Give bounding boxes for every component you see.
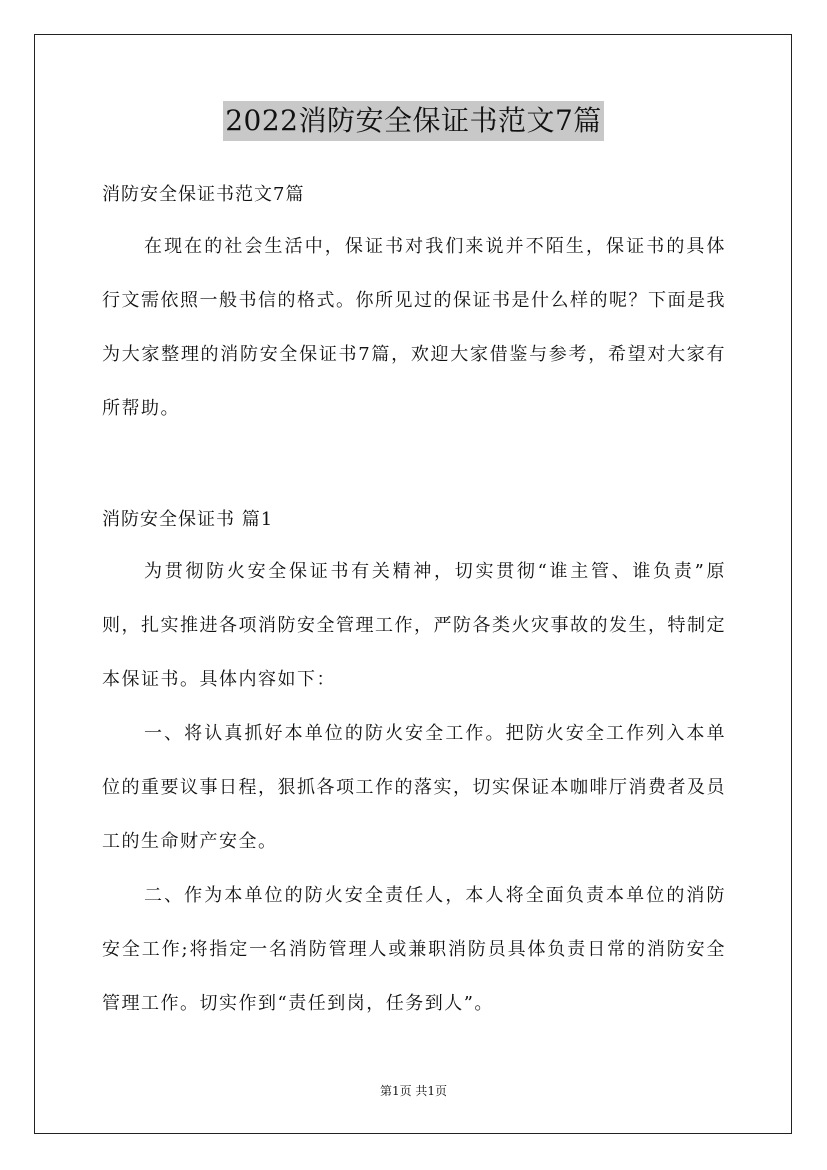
document-subtitle: 消防安全保证书范文7篇 xyxy=(102,184,305,205)
page-footer xyxy=(0,1083,827,1099)
section-paragraph: 为贯彻防火安全保证书有关精神，切实贯彻“谁主管、谁负责”原则，扎实推进各项消防安全管理工作，严防各类火灾事故的发生，特制定本保证书。具体内容如下： xyxy=(102,561,726,690)
section-paragraph: 二、作为本单位的防火安全责任人，本人将全面负责本单位的消防安全工作;将指定一名消防管理人或兼职消防员具体负责日常的消防安全管理工作。切实作到“责任到岗，任务到人”。 xyxy=(102,885,726,1014)
intro-block xyxy=(102,220,726,436)
intro-paragraph: 在现在的社会生活中，保证书对我们来说并不陌生，保证书的具体行文需依照一般书信的格式。你所见过的保证书是什么样的呢？下面是我为大家整理的消防安全保证书7篇，欢迎大家借鉴与参考，希望对大家有所帮助。 xyxy=(102,236,726,419)
document-title: 2022消防安全保证书范文7篇 xyxy=(223,101,604,141)
section-paragraph: 一、将认真抓好本单位的防火安全工作。把防火安全工作列入本单位的重要议事日程，狠抓各项工作的落实，切实保证本咖啡厅消费者及员工的生命财产安全。 xyxy=(102,723,726,852)
section-heading: 消防安全保证书 篇1 xyxy=(102,509,274,530)
title-container xyxy=(0,101,827,141)
section-body xyxy=(102,545,726,1031)
page-number: 第1页 共1页 xyxy=(379,1084,448,1098)
